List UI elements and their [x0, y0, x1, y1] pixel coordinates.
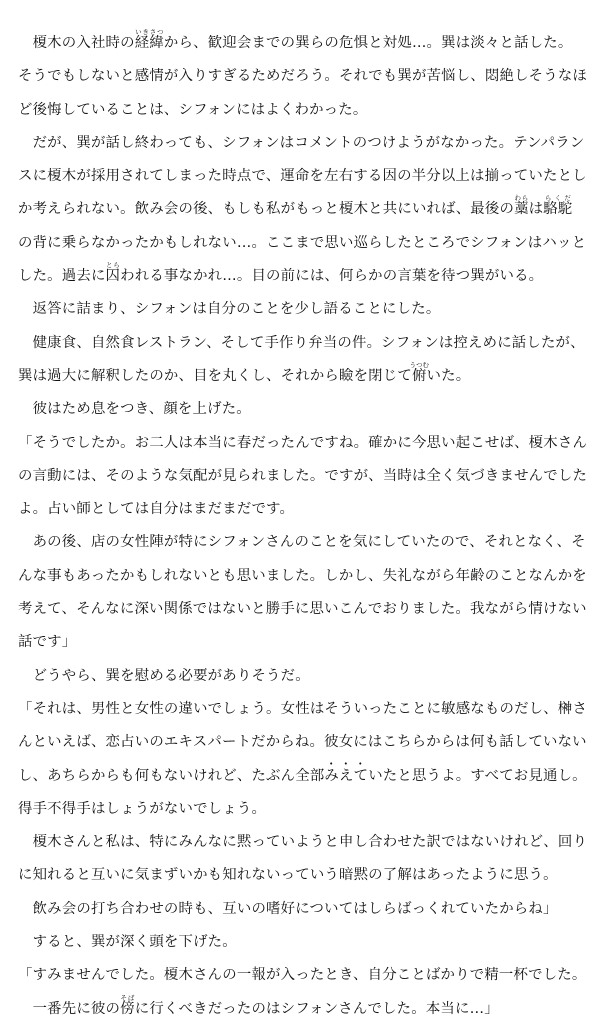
text-line	[18, 793, 591, 826]
ruby-annotated-word	[514, 194, 529, 218]
text-run: んな事もあったかもしれないとも思いました。しかし、失礼ながら年齢のことなんかを	[18, 567, 587, 584]
text-line	[18, 127, 591, 160]
text-run: 榎木の入社時の	[18, 35, 135, 51]
ruby-annotated-word	[105, 261, 121, 285]
text-line	[18, 526, 591, 559]
emphasis-dotted-text: みえて	[324, 767, 369, 784]
text-run: ど後悔していることは、シフォンにはよくわかった。	[18, 101, 368, 118]
text-line	[18, 693, 591, 726]
text-run: だが、巽が話し終わっても、シフォンはコメントのつけようがなかった。テンパラン	[18, 134, 585, 151]
text-run: 健康食、自然食レストラン、そして手作り弁当の件。シフォンは控えめに話したが、	[18, 334, 585, 351]
text-run: あの後、店の女性陣が特にシフォンさんのことを気にしていたので、それとなく、そ	[18, 534, 586, 551]
ruby-base: 経緯	[134, 35, 164, 51]
text-run: いたと思うよ。すべてお見通し。	[368, 767, 587, 784]
ruby-base: 駱駝	[543, 201, 573, 218]
ruby-reading: らくだ	[543, 194, 573, 203]
text-line	[18, 626, 591, 659]
text-line	[18, 60, 591, 93]
text-run: の背に乗らなかったかもしれない…。ここまで思い巡らしたところでシフォンはハッと	[18, 234, 587, 251]
text-run: の言動には、そのような気配が見られました。ですが、当時は全く気づきませんでした	[18, 467, 588, 484]
text-run: んといえば、恋占いのエキスパートだからね。彼女にはこちらからは何も話していない	[18, 734, 587, 751]
text-line	[18, 160, 591, 193]
text-run: すると、巽が深く頭を下げた。	[18, 934, 237, 951]
text-line	[18, 993, 591, 1026]
text-line	[18, 560, 591, 593]
text-line	[18, 660, 591, 693]
text-line	[18, 959, 591, 992]
text-run: 返答に詰まり、シフォンは自分のことを少し語ることにした。	[18, 301, 441, 318]
text-run: そうでもしないと感情が入りすぎるためだろう。それでも巽が苦悩し、悶絶しそうなほ	[18, 68, 588, 85]
text-line	[18, 893, 591, 926]
text-line	[18, 360, 591, 393]
ruby-base: 囚	[105, 268, 121, 285]
text-run: われる事なかれ…。目の前には、何らかの言葉を待つ巽がいる。	[120, 268, 544, 285]
text-run: 得手不得手はしょうがないでしょう。	[18, 800, 267, 817]
ruby-reading: わら	[514, 194, 529, 203]
ruby-annotated-word	[543, 194, 573, 218]
text-line	[18, 193, 591, 226]
text-run: 飲み会の打ち合わせの時も、互いの嗜好についてはしらばっくれていたからね」	[18, 900, 558, 917]
ruby-base: 傍	[120, 1000, 135, 1017]
text-line	[18, 427, 591, 460]
text-line	[18, 760, 591, 793]
text-run: 「それは、男性と女性の違いでしょう。女性はそういったことに敏感なものだし、榊さ	[18, 700, 588, 717]
text-run: 「すみませんでした。榎木さんの一報が入ったとき、自分ことばかりで精一杯でした。	[18, 967, 587, 984]
text-run: に行くべきだったのはシフォンさんでした。本当に…」	[134, 1000, 499, 1017]
text-run: 巽は過大に解釈したのか、目を丸くし、それから瞼を閉じて	[18, 367, 412, 384]
text-run: した。過去に	[18, 268, 106, 285]
text-run: は	[528, 201, 544, 218]
ruby-annotated-word	[120, 993, 135, 1017]
text-line	[18, 826, 591, 859]
text-line	[18, 293, 591, 326]
body-text	[18, 27, 591, 1026]
text-run: 榎木さんと私は、特にみんなに黙っていようと申し合わせた訳ではないけれど、回り	[18, 834, 588, 851]
text-run: 話です」	[18, 634, 77, 651]
text-line	[18, 27, 591, 60]
ruby-reading: うつむ	[409, 360, 429, 369]
text-run: スに榎木が採用されてしまった時点で、運命を左右する因の半分以上は揃っていたとし	[18, 168, 587, 185]
text-line	[18, 926, 591, 959]
text-line	[18, 227, 591, 260]
ruby-base: 俯	[409, 367, 429, 384]
text-run: 一番先に彼の	[18, 1000, 121, 1017]
text-run: よ。占い師としては自分はまだまだです。	[18, 501, 295, 518]
text-line	[18, 260, 591, 293]
text-run: から、歓迎会までの巽らの危惧と対処…。巽は淡々と話した。	[163, 35, 573, 51]
ruby-base: 藁	[514, 201, 529, 218]
text-line	[18, 493, 591, 526]
text-run: 考えて、そんなに深い関係ではないと勝手に思いこんでおりました。我ながら情けない	[18, 601, 587, 618]
ruby-reading: とら	[105, 261, 121, 270]
text-run: か考えられない。飲み会の後、もしも私がもっと榎木と共にいれば、最後の	[18, 201, 515, 218]
text-run: し、あちらからも何もないけれど、たぶん全部	[18, 767, 325, 784]
text-run: に知れると互いに気まずいかも知れないっていう暗黙の了解はあったように思う。	[18, 867, 558, 884]
ruby-reading: いきさつ	[134, 28, 164, 36]
text-run: いた。	[426, 367, 471, 384]
text-line	[18, 393, 591, 426]
text-run: 「そうでしたか。お二人は本当に春だったんですね。確かに今思い起こせば、榎木さん	[18, 434, 588, 451]
ruby-reading: そば	[120, 993, 135, 1002]
text-line	[18, 94, 591, 127]
text-run: 彼はため息をつき、顔を上げた。	[18, 401, 251, 418]
text-line	[18, 593, 591, 626]
text-line	[18, 726, 591, 759]
text-line	[18, 327, 591, 360]
text-line	[18, 859, 591, 892]
ruby-annotated-word	[409, 360, 429, 384]
ruby-annotated-word	[134, 28, 164, 51]
text-line	[18, 460, 591, 493]
text-run: どうやら、巽を慰める必要がありそうだ。	[18, 667, 310, 684]
